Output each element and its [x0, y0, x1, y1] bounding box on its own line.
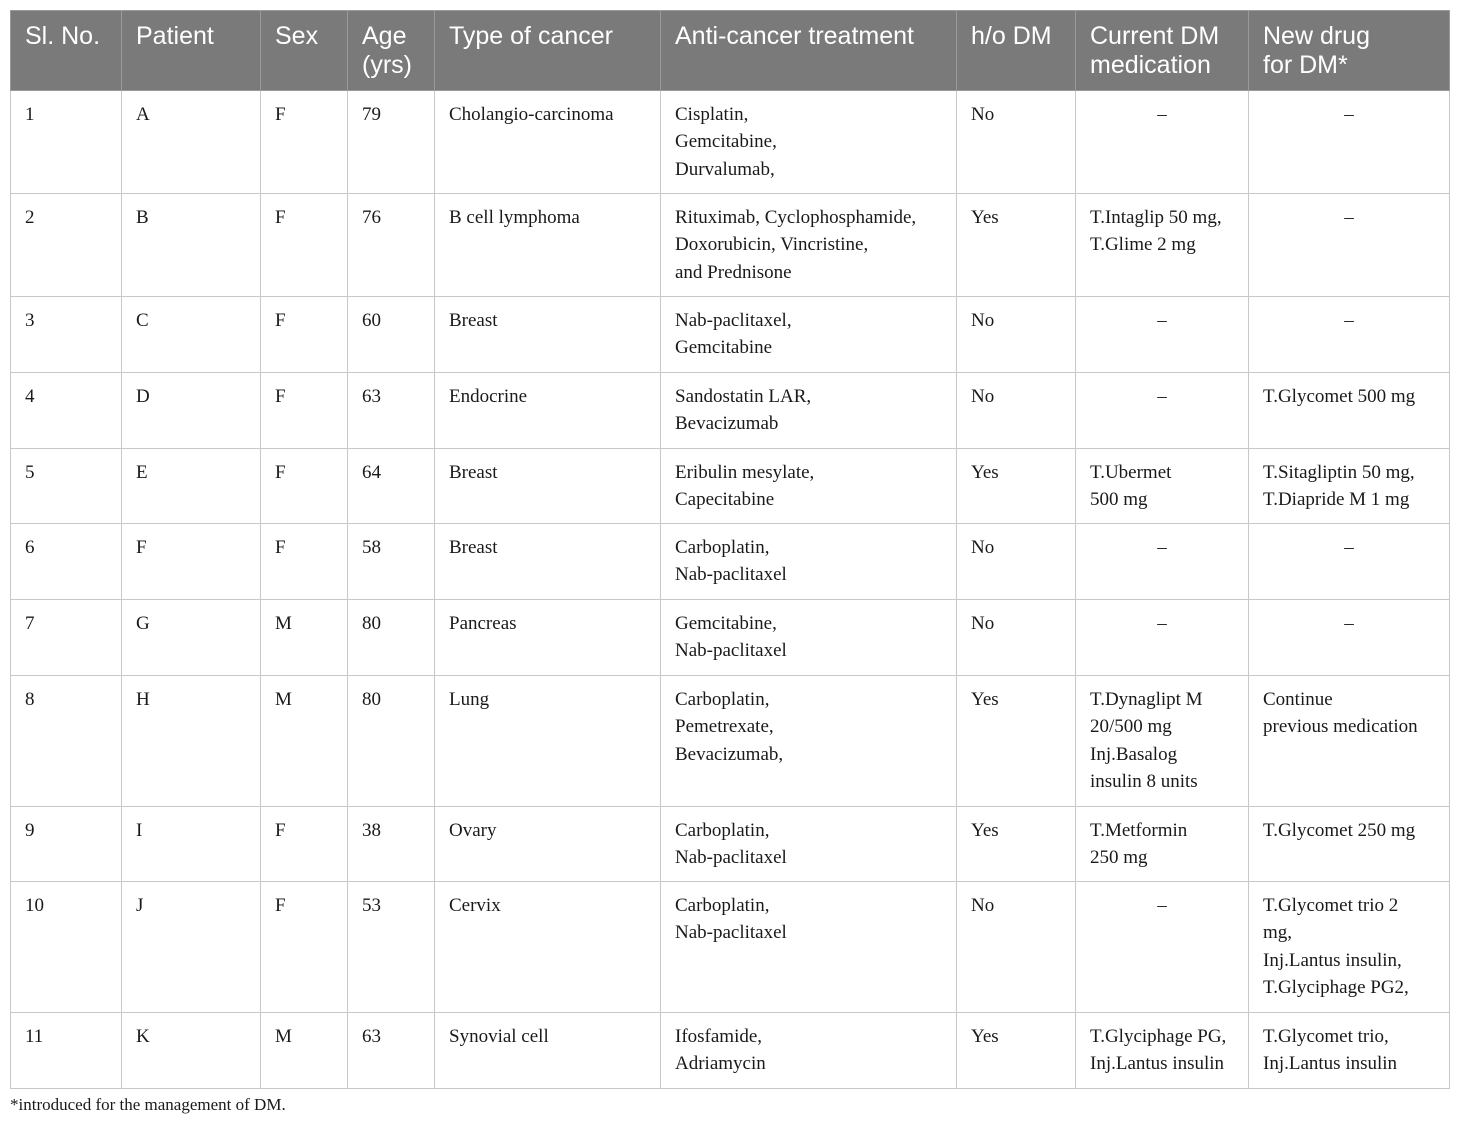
table-cell: 6 [11, 524, 122, 600]
header-cell: Sl. No. [11, 11, 122, 91]
table-cell: T.Sitagliptin 50 mg, T.Diapride M 1 mg [1249, 449, 1450, 524]
table-cell: C [122, 297, 261, 373]
table-cell: 80 [348, 676, 435, 807]
table-cell: T.Glycomet 250 mg [1249, 807, 1450, 882]
table-cell: – [1249, 524, 1450, 600]
table-cell: F [261, 91, 348, 194]
table-cell: 5 [11, 449, 122, 524]
table-row [11, 524, 1450, 600]
table-cell: – [1249, 600, 1450, 676]
header-cell: Age (yrs) [348, 11, 435, 91]
table-cell: H [122, 676, 261, 807]
table-cell: Rituximab, Cyclophosphamide, Doxorubicin, Vincristine, and Prednisone [661, 194, 957, 297]
table-cell: B cell lymphoma [435, 194, 661, 297]
header-cell: New drug for DM* [1249, 11, 1450, 91]
table-cell: 3 [11, 297, 122, 373]
table-cell: 4 [11, 373, 122, 449]
table-cell: Cervix [435, 882, 661, 1013]
table-cell: I [122, 807, 261, 882]
table-cell: Synovial cell [435, 1013, 661, 1089]
table-cell: T.Glyciphage PG, Inj.Lantus insulin [1076, 1013, 1249, 1089]
header-cell: Current DM medication [1076, 11, 1249, 91]
table-cell: 64 [348, 449, 435, 524]
table-cell: Eribulin mesylate, Capecitabine [661, 449, 957, 524]
table-cell: 76 [348, 194, 435, 297]
table-cell: 63 [348, 1013, 435, 1089]
header-cell: Patient [122, 11, 261, 91]
table-cell: F [261, 882, 348, 1013]
table-cell: 80 [348, 600, 435, 676]
table-cell: No [957, 600, 1076, 676]
table-cell: – [1076, 882, 1249, 1013]
table-cell: Breast [435, 449, 661, 524]
table-cell: Ifosfamide, Adriamycin [661, 1013, 957, 1089]
table-row [11, 600, 1450, 676]
table-cell: J [122, 882, 261, 1013]
table-cell: Yes [957, 676, 1076, 807]
table-cell: B [122, 194, 261, 297]
table-cell: Breast [435, 297, 661, 373]
table-cell: F [261, 297, 348, 373]
table-cell: Lung [435, 676, 661, 807]
table-cell: T.Dynaglipt M 20/500 mg Inj.Basalog insulin 8 units [1076, 676, 1249, 807]
table-cell: Nab-paclitaxel, Gemcitabine [661, 297, 957, 373]
table-cell: M [261, 600, 348, 676]
table-row [11, 807, 1450, 882]
table-container [10, 10, 1449, 1089]
table-cell: Yes [957, 807, 1076, 882]
table-cell: Ovary [435, 807, 661, 882]
table-cell: – [1249, 297, 1450, 373]
table-cell: T.Glycomet 500 mg [1249, 373, 1450, 449]
table-cell: Yes [957, 194, 1076, 297]
table-footnote: *introduced for the management of DM. [10, 1095, 286, 1114]
table-cell: F [261, 194, 348, 297]
table-cell: Continue previous medication [1249, 676, 1450, 807]
table-row [11, 449, 1450, 524]
table-cell: 53 [348, 882, 435, 1013]
header-cell: h/o DM [957, 11, 1076, 91]
header-cell: Anti-cancer treatment [661, 11, 957, 91]
table-cell: 11 [11, 1013, 122, 1089]
table-cell: D [122, 373, 261, 449]
table-row [11, 1013, 1450, 1089]
table-cell: – [1076, 297, 1249, 373]
table-cell: 9 [11, 807, 122, 882]
table-cell: Pancreas [435, 600, 661, 676]
table-row [11, 194, 1450, 297]
table-cell: 79 [348, 91, 435, 194]
table-row [11, 373, 1450, 449]
table-cell: E [122, 449, 261, 524]
table-cell: 63 [348, 373, 435, 449]
table-cell: G [122, 600, 261, 676]
table-cell: Carboplatin, Nab-paclitaxel [661, 524, 957, 600]
table-cell: No [957, 882, 1076, 1013]
table-cell: 2 [11, 194, 122, 297]
table-cell: 60 [348, 297, 435, 373]
table-cell: 8 [11, 676, 122, 807]
header-cell: Type of cancer [435, 11, 661, 91]
table-cell: K [122, 1013, 261, 1089]
table-cell: – [1076, 600, 1249, 676]
table-cell: – [1076, 91, 1249, 194]
table-cell: Carboplatin, Nab-paclitaxel [661, 807, 957, 882]
table-row [11, 91, 1450, 194]
table-cell: 58 [348, 524, 435, 600]
table-cell: F [261, 524, 348, 600]
table-cell: Gemcitabine, Nab-paclitaxel [661, 600, 957, 676]
table-cell: Endocrine [435, 373, 661, 449]
table-cell: – [1076, 373, 1249, 449]
table-cell: 1 [11, 91, 122, 194]
table-cell: F [261, 807, 348, 882]
table-cell: No [957, 373, 1076, 449]
table-cell: M [261, 1013, 348, 1089]
table-cell: 7 [11, 600, 122, 676]
table-cell: T.Ubermet 500 mg [1076, 449, 1249, 524]
table-cell: – [1076, 524, 1249, 600]
table-cell: 38 [348, 807, 435, 882]
table-cell: Breast [435, 524, 661, 600]
table-cell: T.Metformin 250 mg [1076, 807, 1249, 882]
table-cell: T.Intaglip 50 mg, T.Glime 2 mg [1076, 194, 1249, 297]
table-cell: Carboplatin, Pemetrexate, Bevacizumab, [661, 676, 957, 807]
table-cell: F [122, 524, 261, 600]
table-cell: F [261, 373, 348, 449]
table-body [11, 91, 1450, 1089]
table-cell: 10 [11, 882, 122, 1013]
table-cell: No [957, 524, 1076, 600]
table-cell: Yes [957, 449, 1076, 524]
header-cell: Sex [261, 11, 348, 91]
table-cell: – [1249, 91, 1450, 194]
table-cell: Yes [957, 1013, 1076, 1089]
table-row [11, 882, 1450, 1013]
table-cell: – [1249, 194, 1450, 297]
table-header-row [11, 11, 1450, 91]
table-cell: Carboplatin, Nab-paclitaxel [661, 882, 957, 1013]
table-cell: Cholangio-carcinoma [435, 91, 661, 194]
table-cell: No [957, 297, 1076, 373]
table-cell: A [122, 91, 261, 194]
table-cell: T.Glycomet trio, Inj.Lantus insulin [1249, 1013, 1450, 1089]
table-cell: No [957, 91, 1076, 194]
table-row [11, 297, 1450, 373]
table-cell: Cisplatin, Gemcitabine, Durvalumab, [661, 91, 957, 194]
patient-table [10, 10, 1450, 1089]
table-row [11, 676, 1450, 807]
table-cell: F [261, 449, 348, 524]
table-cell: Sandostatin LAR, Bevacizumab [661, 373, 957, 449]
table-cell: T.Glycomet trio 2 mg, Inj.Lantus insulin, T.Glyciphage PG2, [1249, 882, 1450, 1013]
table-cell: M [261, 676, 348, 807]
